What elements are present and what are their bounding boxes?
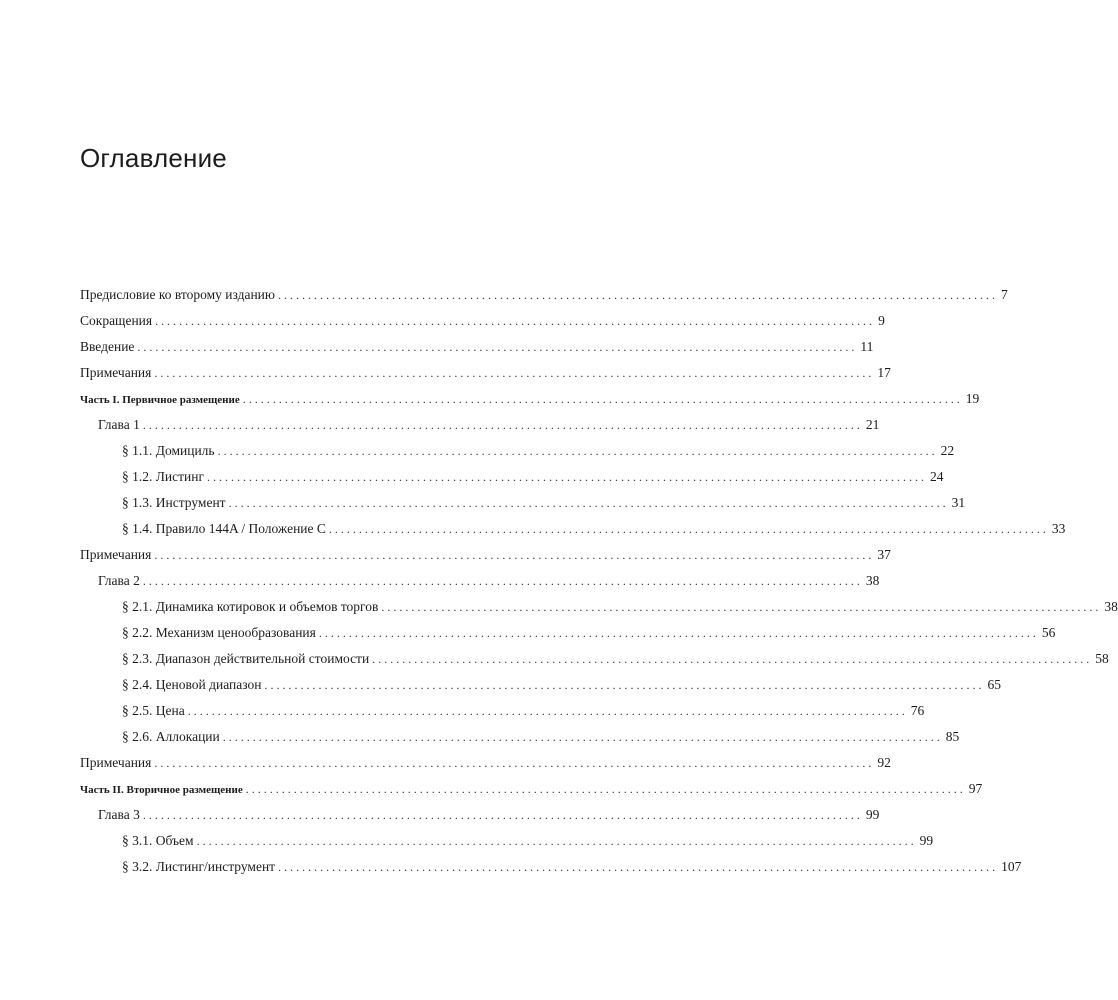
toc-entry-label: Введение <box>80 339 135 354</box>
toc-entry <box>80 776 983 802</box>
toc-entry <box>80 568 880 594</box>
toc-entry-label: Примечания <box>80 547 152 562</box>
toc-entry-page-number: 76 <box>910 703 925 718</box>
toc-entry <box>80 438 955 464</box>
toc-entry-label: § 2.3. Диапазон действительной стоимости <box>122 651 370 666</box>
toc-entry <box>80 334 874 360</box>
toc-entry <box>80 412 880 438</box>
toc-entry-page-number: 7 <box>1000 287 1008 302</box>
toc-entry <box>80 282 1008 308</box>
page-title: Оглавление <box>80 143 227 173</box>
toc-entry <box>80 802 880 828</box>
toc-entry <box>80 698 925 724</box>
toc-entry <box>80 672 1001 698</box>
toc-entry-page-number: 85 <box>945 729 960 744</box>
toc-entry <box>80 464 944 490</box>
toc-entry-label: Глава 3 <box>98 807 140 822</box>
toc-entry-label: Глава 2 <box>98 573 140 588</box>
dot-leader: ........................................................................................................................ <box>142 418 863 432</box>
toc-entry-label: Часть I. Первичное размещение <box>80 394 240 406</box>
toc-entry-label: § 2.2. Механизм ценообразования <box>122 625 316 640</box>
toc-entry-page-number: 97 <box>968 781 983 796</box>
toc-entry-page-number: 9 <box>878 313 885 328</box>
toc-entry-page-number: 38 <box>1104 599 1118 614</box>
toc-entry-label: Глава 1 <box>98 417 140 432</box>
toc-entry-page-number: 56 <box>1041 625 1056 640</box>
toc-entry-page-number: 17 <box>877 365 891 380</box>
dot-leader: ........................................................................................................................ <box>277 288 998 302</box>
toc-entry-label: § 1.1. Домициль <box>122 443 215 458</box>
toc-entry-label: Предисловие ко второму изданию <box>80 287 275 302</box>
toc-entry <box>80 646 1109 672</box>
dot-leader: ........................................................................................................................ <box>245 782 966 796</box>
dot-leader: ........................................................................................................................ <box>318 626 1039 640</box>
toc-entry <box>80 516 1066 542</box>
toc-entry <box>80 854 1022 880</box>
dot-leader: ........................................................................................................................ <box>381 600 1102 614</box>
dot-leader: ........................................................................................................................ <box>142 574 863 588</box>
toc-entry <box>80 360 891 386</box>
toc-entry-page-number: 37 <box>877 547 891 562</box>
table-of-contents <box>80 282 1118 880</box>
toc-entry <box>80 724 960 750</box>
toc-entry-page-number: 58 <box>1095 651 1109 666</box>
dot-leader: ........................................................................................................................ <box>142 808 863 822</box>
toc-entry <box>80 490 966 516</box>
dot-leader: ........................................................................................................................ <box>154 548 875 562</box>
toc-entry-page-number: 22 <box>940 443 955 458</box>
toc-entry-page-number: 92 <box>877 755 891 770</box>
dot-leader: ........................................................................................................................ <box>187 704 908 718</box>
dot-leader: ........................................................................................................................ <box>137 340 858 354</box>
toc-entry-page-number: 21 <box>865 417 880 432</box>
toc-entry-page-number: 38 <box>865 573 880 588</box>
dot-leader: ........................................................................................................................ <box>228 496 949 510</box>
toc-entry-label: § 3.2. Листинг/инструмент <box>122 859 276 874</box>
dot-leader: ........................................................................................................................ <box>264 678 985 692</box>
dot-leader: ........................................................................................................................ <box>155 314 876 328</box>
toc-entry <box>80 594 1118 620</box>
toc-entry <box>80 750 891 776</box>
toc-entry <box>80 308 885 334</box>
toc-entry-page-number: 65 <box>987 677 1001 692</box>
toc-entry-label: § 2.4. Ценовой диапазон <box>122 677 262 692</box>
toc-entry-page-number: 19 <box>965 391 980 406</box>
toc-entry-page-number: 99 <box>919 833 934 848</box>
toc-entry <box>80 386 980 412</box>
toc-entry-page-number: 107 <box>1001 859 1022 874</box>
toc-entry-label: § 2.1. Динамика котировок и объемов торгов <box>122 599 379 614</box>
toc-entry-label: Часть II. Вторичное размещение <box>80 784 243 796</box>
toc-entry-page-number: 31 <box>951 495 966 510</box>
dot-leader: ........................................................................................................................ <box>196 834 917 848</box>
dot-leader: ........................................................................................................................ <box>372 652 1093 666</box>
dot-leader: ........................................................................................................................ <box>154 366 875 380</box>
toc-entry-page-number: 99 <box>865 807 880 822</box>
toc-entry-label: § 2.5. Цена <box>122 703 185 718</box>
toc-entry-label: Примечания <box>80 365 152 380</box>
toc-entry-label: § 1.4. Правило 144A / Положение С <box>122 521 326 536</box>
toc-entry-label: § 1.2. Листинг <box>122 469 205 484</box>
dot-leader: ........................................................................................................................ <box>328 522 1049 536</box>
dot-leader: ........................................................................................................................ <box>207 470 928 484</box>
toc-entry <box>80 542 891 568</box>
dot-leader: ........................................................................................................................ <box>154 756 875 770</box>
toc-entry-label: § 2.6. Аллокации <box>122 729 220 744</box>
toc-entry <box>80 620 1056 646</box>
toc-entry-page-number: 24 <box>930 469 944 484</box>
dot-leader: ........................................................................................................................ <box>217 444 938 458</box>
toc-entry-page-number: 11 <box>860 339 874 354</box>
toc-entry-page-number: 33 <box>1051 521 1066 536</box>
dot-leader: ........................................................................................................................ <box>222 730 943 744</box>
toc-entry-label: Примечания <box>80 755 152 770</box>
toc-entry-label: § 3.1. Объем <box>122 833 194 848</box>
toc-entry <box>80 828 934 854</box>
dot-leader: ........................................................................................................................ <box>278 860 999 874</box>
toc-entry-label: Сокращения <box>80 313 153 328</box>
dot-leader: ........................................................................................................................ <box>242 392 963 406</box>
toc-entry-label: § 1.3. Инструмент <box>122 495 226 510</box>
